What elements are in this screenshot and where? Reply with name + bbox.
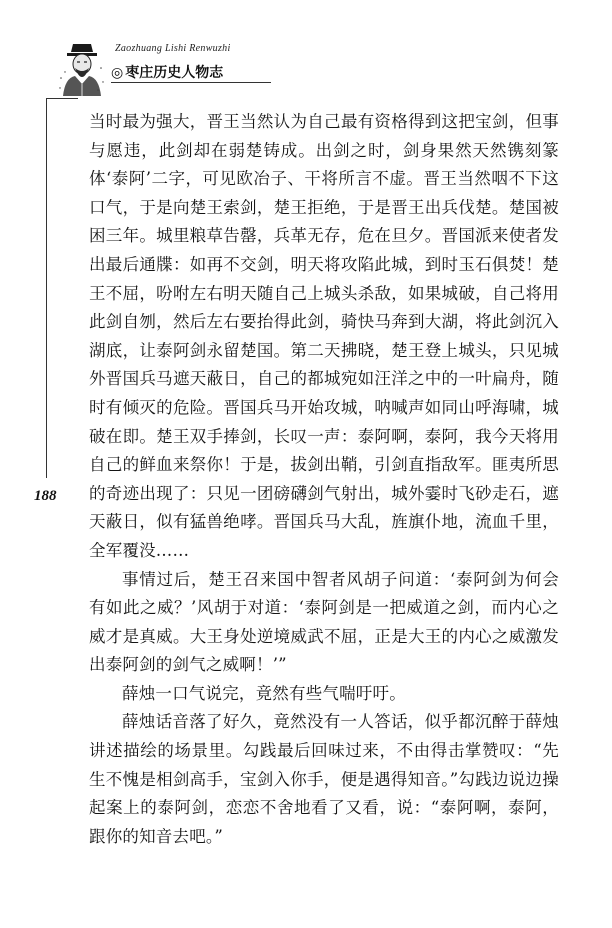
paragraph: 事情过后，楚王召来国中智者风胡子问道：‘泰阿剑为何会有如此之威？’风胡于对道：‘泰阿剑是一把威道之剑，而内心之威才是真威。大王身处逆境威武不屈，正是大王的内心之威激发出泰阿剑的剑气之威啊！’” <box>89 569 559 675</box>
series-title-chinese-text: 枣庄历史人物志 <box>125 65 224 81</box>
header-rule <box>111 82 271 83</box>
running-header <box>57 38 277 96</box>
paragraph: 薛烛话音落了好久，竟然没有一人答话，似乎都沉醉于薛烛讲述描绘的场景里。勾践最后回味过来，不由得击掌赞叹：“先生不愧是相剑高手，宝剑入你手，便是遇得知音。”勾践边说边操起案上的泰阿剑，恋恋不舍地看了又看，说：“泰阿啊，泰阿，跟你的知音去吧。” <box>89 712 559 846</box>
margin-rule-vertical <box>46 98 47 478</box>
page-number: 188 <box>34 488 57 504</box>
paragraph: 薛烛一口气说完，竟然有些气喘吁吁。 <box>122 683 406 703</box>
paragraph: 当时最为强大，晋王当然认为自己最有资格得到这把宝剑，但事与愿违，此剑却在弱楚铸成。出剑之时，剑身果然天然镌刻篆体‘泰阿’二字，可见欧冶子、干将所言不虚。晋王当然咽不下这口气，于是向楚王索剑，楚王拒绝，于是晋王出兵伐楚。楚国被困三年。城里粮草告罄，兵革无存，危在旦夕。晋国派来使者发出最后通牒：如再不交剑，明天将攻陷此城，到时玉石俱焚！楚王不屈，吩咐左右明天随自己上城头杀敌，如果城破，自己将用此剑自刎，然后左右要抬得此剑，骑快马奔到大湖，将此剑沉入湖底，让泰阿剑永留楚国。第二天拂晓，楚王登上城头，只见城外晋国兵马遮天蔽日，自己的都城宛如汪洋之中的一叶扁舟，随时有倾灭的危险。晋国兵马开始攻城，呐喊声如同山呼海啸，城破在即。楚王双手捧剑，长叹一声：泰阿啊，泰阿，我今天将用自己的鲜血来祭你！于是，拔剑出鞘，引剑直指敌军。匪夷所思的奇迹出现了：只见一团磅礴剑气射出，城外霎时飞砂走石，遮天蔽日，似有猛兽绝哮。晋国兵马大乱，旌旗仆地，流血千里，全军覆没…… <box>89 112 559 560</box>
series-title-chinese <box>111 62 223 82</box>
body-text <box>89 108 559 851</box>
series-title-pinyin: Zaozhuang Lishi Renwuzhi <box>115 43 231 54</box>
scholar-portrait-icon <box>57 38 107 96</box>
margin-rule-top <box>46 98 78 99</box>
circle-mark-icon: ◎ <box>111 65 124 81</box>
